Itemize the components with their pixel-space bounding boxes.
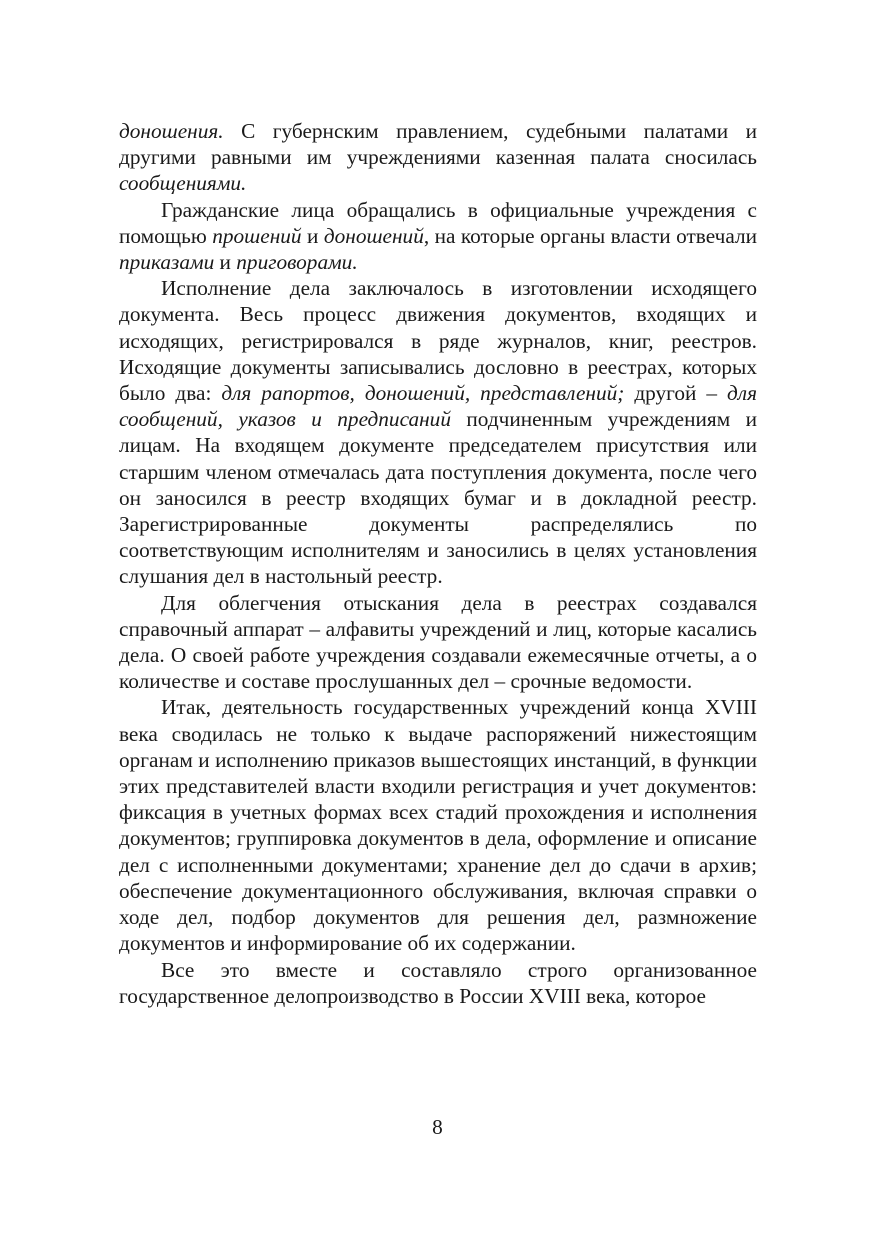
text-segment: Все это вместе и составляло строго организованное государственное делопроизводство в России XVIII века, которое <box>119 957 757 1008</box>
paragraph-3 <box>119 275 757 589</box>
text-segment: прошений <box>212 223 302 248</box>
text-segment: приговорами. <box>236 250 358 275</box>
text-segment: Для облегчения отыскания дела в реестрах создавался справочный аппарат – алфавиты учреждений и лиц, которые касались дела. О своей работе учреждения создавали ежемесячные отчеты, а о количестве и составе прослушанных дел – срочные ведомости. <box>119 590 757 694</box>
page-number: 8 <box>432 1115 443 1139</box>
paragraph-1 <box>119 118 757 197</box>
text-segment: доношения. <box>119 119 224 143</box>
text-segment: , на которые органы власти отвечали <box>423 223 757 248</box>
text-segment: и <box>214 250 237 275</box>
text-segment: Итак, деятельность государственных учреждений конца XVIII века сводилась не только к выдаче распоряжений нижестоящим органам и исполнению приказов вышестоящих инстанций, в функции этих представителей власти входили регистрация и учет документов: фиксация в учетных формах всех стадий прохождения и исполнения документов; группировка документов в дела, оформление и описание дел с исполненными документами; хранение дел до сдачи в архив; обеспечение документационного обслуживания, включая справки о ходе дел, подбор документов для решения дел, размножение документов и информирование об их содержании. <box>119 695 757 956</box>
text-segment: доношений <box>323 223 424 248</box>
text-segment: Исполнение дела заключалось в изготовлении исходящего документа. Весь процесс движения документов, входящих и исходящих, регистрировался в ряде журналов, книг, реестров. Исходящие документы записывались дословно в реестрах, которых было два: <box>119 276 757 406</box>
text-segment: и <box>301 223 324 248</box>
paragraph-4 <box>119 590 757 695</box>
text-segment: для рапортов, доношений, представлений; <box>221 381 625 406</box>
paragraph-5 <box>119 694 757 956</box>
text-segment: для сообщений, указов и предписаний <box>119 381 757 432</box>
text-segment: Гражданские лица обращались в официальные учреждения с помощью <box>119 197 757 248</box>
document-page <box>119 118 757 1009</box>
text-segment: сообщениями. <box>119 171 247 196</box>
text-segment: С губернским правлением, судебными палатами и другими равными им учреждениями казенная палата сносилась <box>119 119 757 170</box>
text-segment: другой – <box>624 381 728 406</box>
text-segment: приказами <box>119 250 215 275</box>
paragraph-6 <box>119 957 757 1009</box>
paragraph-2 <box>119 197 757 276</box>
text-segment: подчиненным учреждениям и лицам. На входящем документе председателем присутствия или старшим членом отмечалась дата поступления документа, после чего он заносился в реестр входящих бумаг и в докладной реестр. Зарегистрированные документы распределялись по соответствующим исполнителям и заносились в целях установления слушания дел в настольный реестр. <box>119 407 757 589</box>
